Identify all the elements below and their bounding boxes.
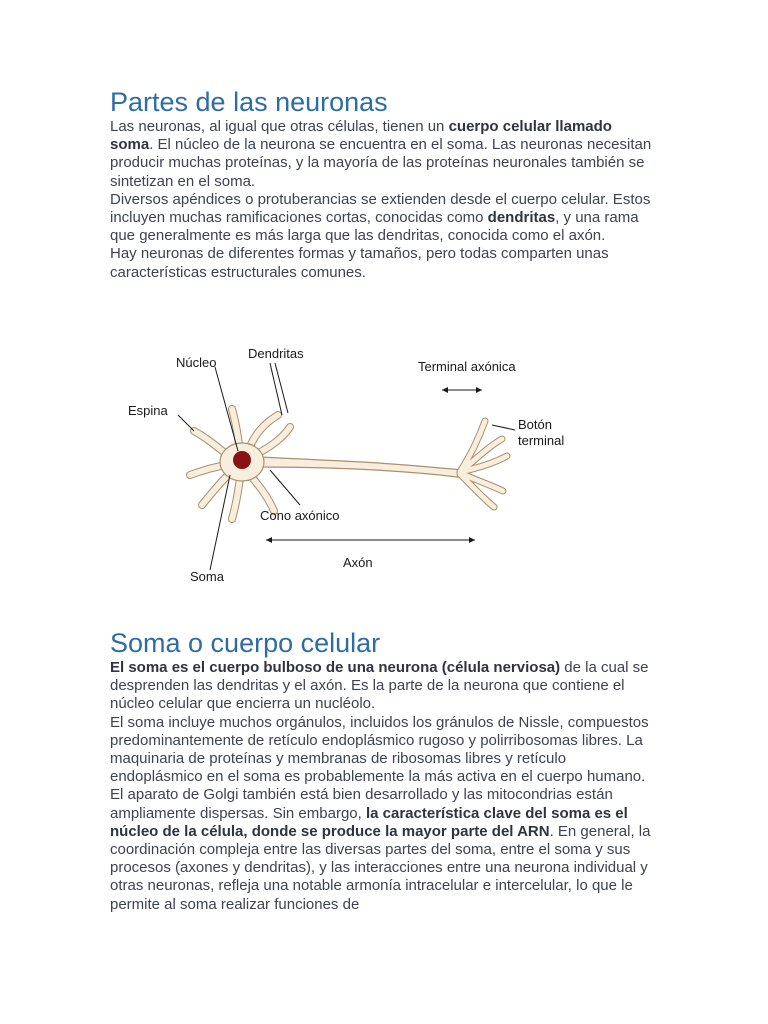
- paragraph-soma-definicion: [110, 659, 658, 714]
- paragraph-formas: Hay neuronas de diferentes formas y tamaños, pero todas comparten unas características estructurales comunes.: [110, 245, 609, 281]
- section-partes-neuronas: [110, 86, 658, 282]
- label-soma: Soma: [190, 569, 224, 584]
- label-cono-axonico: Cono axónico: [260, 508, 340, 523]
- axon-shape: [260, 457, 465, 478]
- paragraph-soma-intro: [110, 118, 658, 191]
- label-terminal-axonica: Terminal axónica: [418, 359, 516, 374]
- label-dendritas: Dendritas: [248, 346, 304, 361]
- label-axon: Axón: [343, 555, 373, 570]
- bold-text: El soma es el cuerpo bulboso de una neurona (célula nerviosa): [110, 659, 561, 676]
- text-run: Las neuronas, al igual que otras células, tienen un: [110, 118, 449, 135]
- text-run: . En general, la coordinación compleja entre las diversas partes del soma, entre el soma y sus procesos (axones y dendritas), y las interacciones entre una neurona individual y otras neuronas, refleja una notable armonía intracelular e intercelular, lo que le permite al soma realizar funciones de: [110, 822, 651, 913]
- section-heading: Soma o cuerpo celular: [110, 628, 381, 658]
- neuron-diagram: [110, 335, 610, 590]
- section-heading: Partes de las neuronas: [110, 87, 388, 117]
- bold-text: cuerpo celular llamado soma: [110, 118, 612, 154]
- label-nucleo: Núcleo: [176, 355, 217, 370]
- label-boton: Botón: [518, 417, 552, 432]
- section-soma-cuerpo-celular: [110, 627, 658, 914]
- text-run: El soma incluye muchos orgánulos, incluidos los gránulos de Nissle, compuestos predominantemente de retículo endoplásmico rugoso y polirribosomas libres. La maquinaria de proteínas y membranas de ribosomas libres y retículo endoplásmico en el soma es probablemente la más activa en el cuerpo humano. El aparato de Golgi también está bien desarrollado y las mitocondrias están ampliamente dispersas. Sin embargo,: [110, 713, 649, 822]
- bold-text: dendritas: [487, 209, 556, 227]
- text-run: de la cual se desprenden las dendritas y el axón. Es la parte de la neurona que contiene el núcleo celular que encierra un nucléolo.: [110, 659, 649, 713]
- label-espina: Espina: [128, 403, 168, 418]
- nucleus: [233, 451, 251, 469]
- paragraph-apendices: [110, 191, 658, 246]
- text-run: , y una rama que generalmente es más larga que las dendritas, conocida como el axón.: [110, 209, 639, 245]
- neuron-diagram-svg: [110, 335, 610, 590]
- bold-text: la característica clave del soma es el núcleo de la célula, donde se produce la mayor parte del ARN: [110, 804, 628, 840]
- text-run: . El núcleo de la neurona se encuentra en el soma. Las neuronas necesitan producir muchas proteínas, y la mayoría de las proteínas neuronales también se sintetizan en el soma.: [110, 136, 652, 190]
- text-run: Diversos apéndices o protuberancias se extienden desde el cuerpo celular. Estos incluyen muchas ramificaciones cortas, conocidas como: [110, 190, 651, 227]
- label-terminal: terminal: [518, 433, 565, 448]
- paragraph-organulos: [110, 714, 658, 914]
